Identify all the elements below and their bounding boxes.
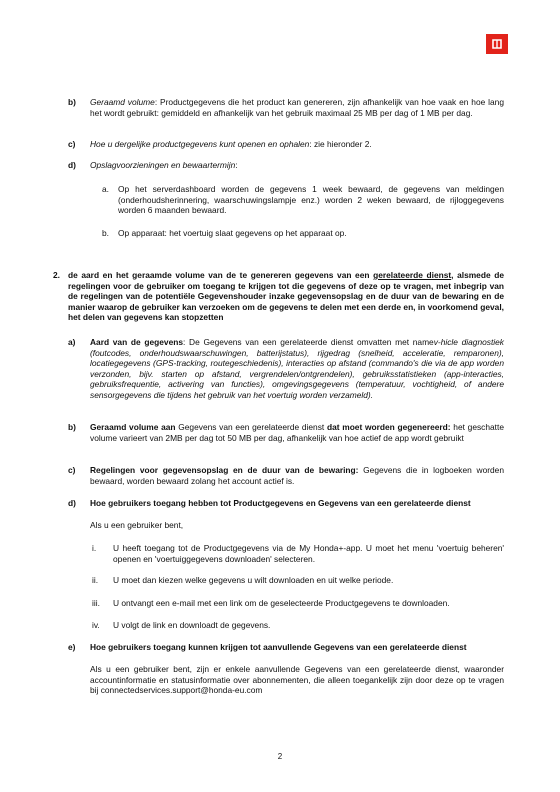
text-regelingen: Gegevens die in logboeken worden bewaard, worden bewaard zolang het account actief is.: [90, 465, 504, 486]
subitem-label-a: a.: [102, 184, 109, 194]
list-item-iv: U volgt de link en downloadt de gegevens.: [113, 620, 271, 630]
list-number-iv: iv.: [92, 620, 100, 630]
section-2-text-underlined: gerelateerde dienst: [373, 270, 452, 280]
term-regelingen-gegevensopslag: Regelingen voor gegevensopslag en de duur van de bewaring:: [90, 465, 359, 475]
text-opslagvoorzieningen: :: [235, 160, 238, 170]
item-label-c: c): [68, 139, 76, 149]
page-number: 2: [277, 752, 283, 761]
term-opslagvoorzieningen: Opslagvoorzieningen en bewaartermijn: [90, 160, 236, 170]
heading-aanvullende-gegevens: Hoe gebruikers toegang kunnen krijgen tot aanvullende Gegevens van een gerelateerde dienst: [90, 642, 467, 652]
intro-als-gebruiker: Als u een gebruiker bent,: [90, 520, 184, 530]
item-label-2c: c): [68, 465, 76, 475]
term-openen-ophalen: Hoe u dergelijke productgegevens kunt openen en ophalen: [90, 139, 310, 149]
section-2-heading: [68, 270, 504, 323]
subitem-label-b: b.: [102, 228, 109, 238]
item-label-d: d): [68, 160, 76, 170]
text-geraamd-volume: : Productgegevens die het product kan genereren, zijn afhankelijk van hoe vaak en hoe lang het wordt gebruikt: gemiddeld en afhankelijk van het gebruik maximaal 25 MB per dag of 1 MB per dag.: [90, 97, 504, 118]
list-number-ii: ii.: [92, 575, 99, 585]
paragraph-aanvullende-gegevens: Als u een gebruiker bent, zijn er enkele aanvullende Gegevens van een gerelateerde dienst, waaronder accountinformatie en statusinformatie over abonnementen, die alleen toegankelijk zijn door deze op te vragen bij connectedservices.support@honda-eu.com: [90, 664, 504, 696]
text-aard-italic: v-hicle diagnostiek (foutcodes, onderhoudswaarschuwingen, batterijstatus), rijgedrag (snelheid, acceleratie, remparonen), locatiegegevens (GPS-tracking, routegeschiedenis), interacties op afstand (commando's die via de app worden verzonden, bijv. starten op afstand, vergrendelen/ontgrendelen), gebruiksstatistieken (app-interacties, gebruiksfrequentie, activering van functies), omgevingsgegevens (temperatuur, vochtigheid, of andere sensorgegevens die tijdens het gebruik van het voertuig worden verzameld).: [90, 337, 504, 400]
paragraph-openen-ophalen: [90, 139, 504, 150]
honda-logo-icon: [486, 34, 508, 54]
paragraph-aard-van-de-gegevens: [90, 337, 504, 401]
paragraph-regelingen-gegevensopslag: [90, 465, 504, 486]
item-label-2d: d): [68, 498, 76, 508]
list-item-i: U heeft toegang tot de Productgegevens via de My Honda+-app. U moet het menu 'voertuig beheren' openen en 'voertuiggegevens downloaden' selecteren.: [113, 543, 504, 564]
item-label-b: b): [68, 97, 76, 107]
section-2-text-a: de aard en het geraamde volume van de te genereren gegevens van een: [68, 270, 374, 280]
text-aard-plain: : De Gegevens van een gerelateerde dienst omvatten met name: [183, 337, 434, 347]
list-item-iii: U ontvangt een e-mail met een link om de geselecteerde Productgegevens te downloaden.: [113, 598, 450, 608]
list-number-iii: iii.: [92, 598, 100, 608]
term-aard-van-de-gegevens: Aard van de gegevens: [90, 337, 184, 347]
text-openen-ophalen: : zie hieronder 2.: [309, 139, 372, 149]
paragraph-geraamd-volume-aan: [90, 422, 504, 443]
paragraph-opslagvoorzieningen: [90, 160, 504, 171]
section-2-text-b: , alsmede de regelingen voor de gebruiker om toegang te krijgen tot die gegevens of deze op te vragen, met inbegrip van de regelingen van de potentiële Gegevenshouder inzake gegevensopslag en de duur van de bewaring en de manier waarop de gebruiker kan verzoeken om de gegevens te delen met een derde en, in voorkomend geval, het delen van gegevens kan stopzetten: [68, 270, 504, 323]
text-volume-end: het geschatte volume varieert van 2MB per dag tot 50 MB per dag, afhankelijk van hoe actief de app wordt gebruikt: [90, 422, 504, 443]
heading-toegang-productgegevens: Hoe gebruikers toegang hebben tot Productgegevens en Gegevens van een gerelateerde dienst: [90, 498, 471, 508]
item-label-2b: b): [68, 422, 76, 432]
item-label-2a: a): [68, 337, 76, 347]
item-label-2e: e): [68, 642, 76, 652]
honda-logo: [486, 34, 508, 54]
list-item-ii: U moet dan kiezen welke gegevens u wilt downloaden en uit welke periode.: [113, 575, 394, 585]
term-geraamd-volume: Geraamd volume: [90, 97, 155, 107]
paragraph-serverdashboard: Op het serverdashboard worden de gegevens 1 week bewaard, de gegevens van meldingen (onderhoudsherinnering, waarschuwingslampje enz.) worden 2 weken bewaard, de rijloggegevens worden 6 maanden bewaard.: [118, 184, 504, 216]
paragraph-op-apparaat: Op apparaat: het voertuig slaat gegevens op het apparaat op.: [118, 228, 347, 238]
term-geraamd-volume-aan: Geraamd volume aan: [90, 422, 176, 432]
list-number-i: i.: [92, 543, 97, 553]
section-number-2: 2.: [53, 270, 60, 280]
text-volume-plain: Gegevens van een gerelateerde dienst: [175, 422, 327, 432]
paragraph-geraamd-volume: [90, 97, 504, 118]
text-volume-bold: dat moet worden gegenereerd:: [326, 422, 451, 432]
